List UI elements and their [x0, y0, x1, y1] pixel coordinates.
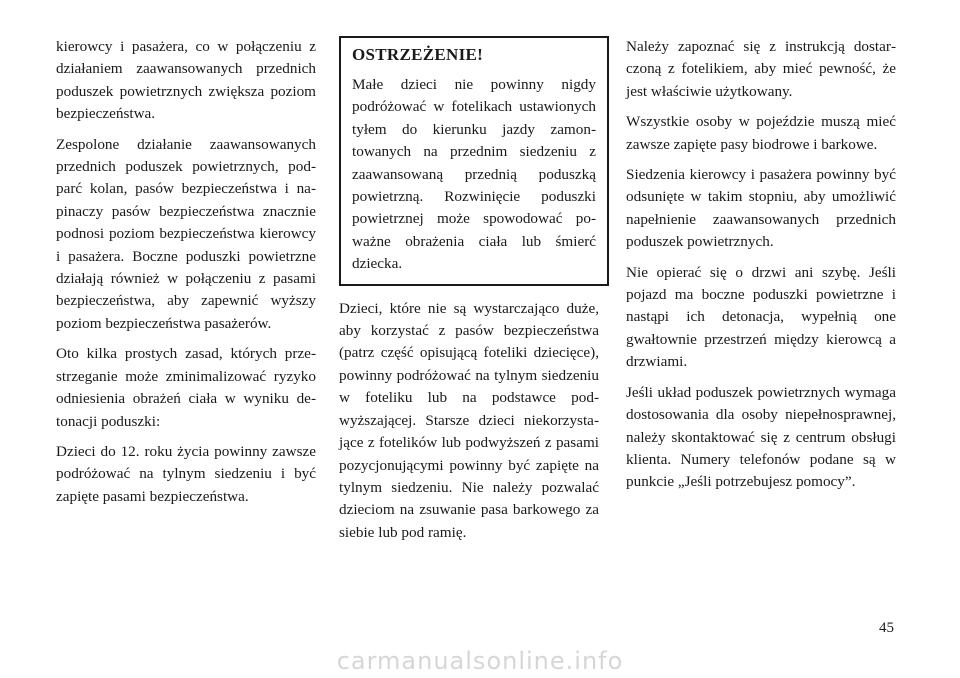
paragraph: Wszystkie osoby w pojeździe muszą mieć zawsze zapięte pasy biodrowe i barkowe.: [626, 113, 896, 153]
warning-text: Małe dzieci nie powinny nigdy podróżować w fotelikach ustawionych tyłem do kierunku jazdy zamontowanych na przednim siedzeniu z zaawansowaną przednią poduszką powietrzną. Rozwinięcie poduszki powietrznej może spowodować poważne obrażenia ciała lub śmierć dziecka.: [352, 76, 596, 273]
text-column-middle: [339, 36, 599, 552]
paragraph: Należy zapoznać się z instrukcją dostarczoną z fotelikiem, aby mieć pewność, że jest właściwie użytkowany.: [626, 38, 896, 100]
paragraph: Zespolone działanie zaawansowanych przednich poduszek powietrznych, podparć kolan, pasów bezpieczeństwa i napinaczy pasów bezpieczeństwa znacznie podnosi poziom bezpieczeństwa kierowcy i pasażera. Boczne poduszki powietrzne działają również w połączeniu z pasami bezpieczeństwa, aby zapewnić wyższy poziom bezpieczeństwa pasażerów.: [56, 135, 316, 332]
paragraph: Dzieci, które nie są wystarczająco duże, aby korzystać z pasów bezpieczeństwa (patrz część opisującą foteliki dziecięce), powinny podróżować na tylnym siedzeniu w foteliku lub na podstawce podwyższającej. Starsze dzieci niekorzystające z fotelików lub podwyższeń z pasami pozycjonującymi powinny być zapięte na tylnym siedzeniu. Nie należy pozwalać dzieciom na zsuwanie pasa barkowego za siebie lub pod ramię.: [339, 299, 599, 541]
paragraph: Dzieci do 12. roku życia powinny zawsze podróżować na tylnym siedzeniu i być zapięte pasami bezpieczeństwa.: [56, 442, 316, 505]
text-column-left: [56, 36, 316, 516]
paragraph: Nie opierać się o drzwi ani szybę. Jeśli pojazd ma boczne poduszki powietrzne i nastąpi ich detonacja, wypełnią one gwałtownie przestrzeń między kierowcą a drzwiami.: [626, 263, 896, 371]
paragraph: kierowcy i pasażera, co w połączeniu z działaniem zaawansowanych przednich poduszek powietrznych zwiększa poziom bezpieczeństwa.: [56, 38, 316, 123]
paragraph: Jeśli układ poduszek powietrznych wymaga dostosowania dla osoby niepełnosprawnej, należy skontaktować się z centrum obsługi klienta. Numery telefonów podane są w punkcie „Jeśli potrzebujesz pomocy”.: [626, 383, 896, 491]
text-column-right: [626, 36, 896, 502]
warning-title: OSTRZEŻENIE!: [352, 45, 484, 64]
watermark-banner: [0, 646, 960, 676]
paragraph: Oto kilka prostych zasad, których przestrzeganie może zminimalizować ryzyko odniesienia obrażeń ciała w wyniku detonacji poduszki:: [56, 345, 316, 430]
page-number: 45: [879, 620, 894, 636]
watermark-text: carmanualsonline.info: [336, 647, 624, 675]
warning-box: [339, 36, 609, 286]
paragraph: Siedzenia kierowcy i pasażera powinny być odsunięte w takim stopniu, aby umożliwić napełnienie zaawansowanych przednich poduszek powietrznych.: [626, 166, 896, 251]
